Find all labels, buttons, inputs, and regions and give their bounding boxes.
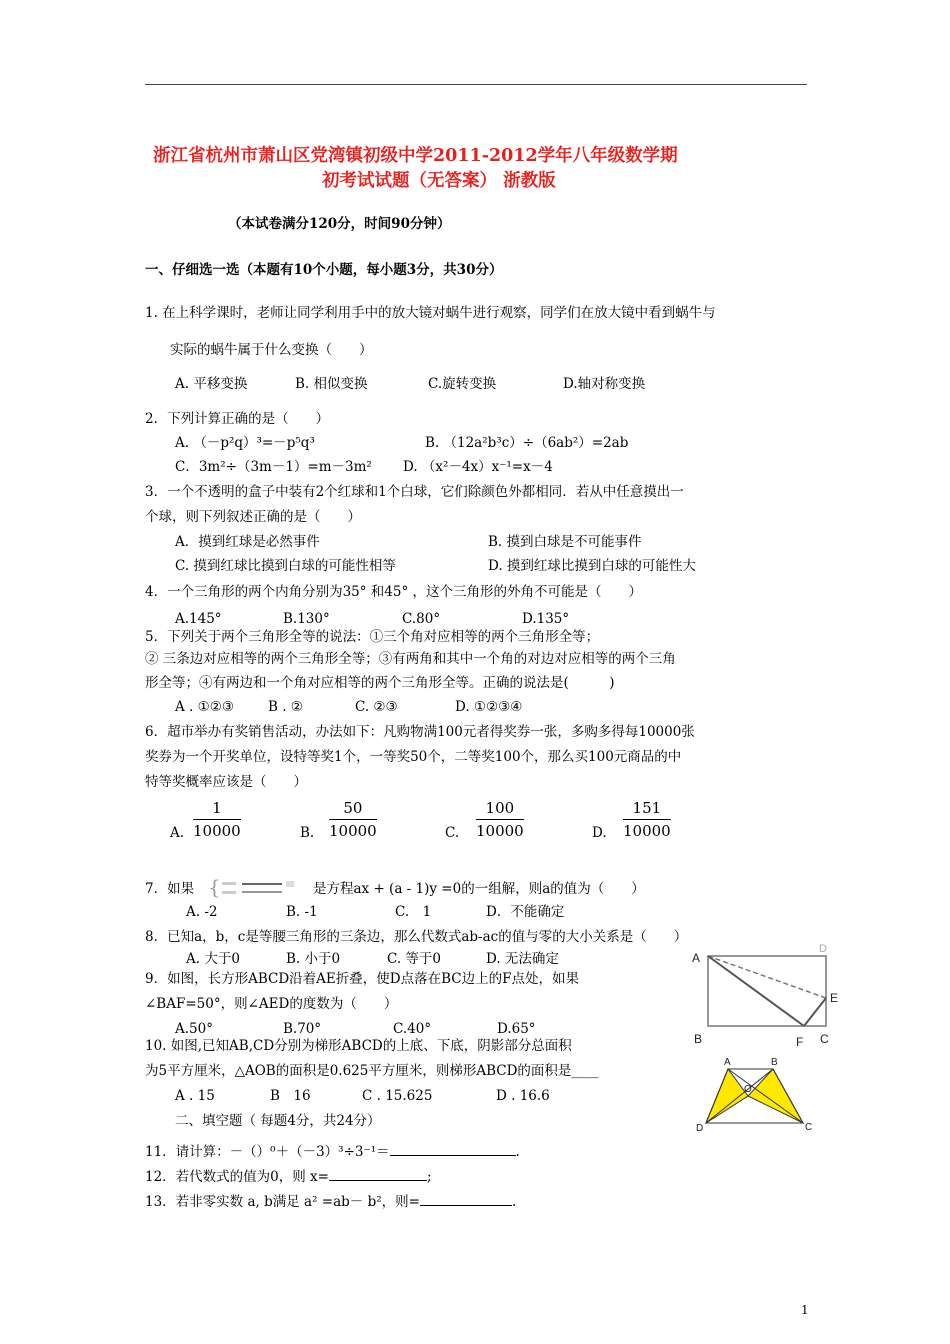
q10-label-b: B — [771, 1057, 778, 1068]
q1-option-c: C.旋转变换 — [428, 376, 497, 392]
q3-option-a: A．摸到红球是必然事件 — [175, 534, 320, 550]
q3-line-2: 个球，则下列叙述正确的是（ ） — [145, 509, 361, 525]
q12-stem: 12．若代数式的值为0，则 x= — [145, 1169, 329, 1185]
q6-option-a-fraction — [193, 799, 241, 840]
q13-answer-blank[interactable] — [420, 1193, 512, 1206]
q5-line-1: 5．下列关于两个三角形全等的说法：①三个角对应相等的两个三角形全等； — [145, 629, 600, 645]
q7-option-a: A. -2 — [186, 904, 218, 920]
title-line-1: 浙江省杭州市萧山区党湾镇初级中学2011-2012学年八年级数学期 — [153, 146, 678, 166]
q6-line-3: 特等奖概率应该是（ ） — [145, 774, 307, 790]
q12-line — [145, 1168, 432, 1185]
q4-option-a: A.145° — [175, 611, 222, 627]
q12-end: ; — [426, 1169, 432, 1185]
q8-option-d: D. 无法确定 — [486, 951, 559, 967]
q10-label-d: D — [696, 1123, 704, 1134]
q6-a-numerator: 1 — [193, 799, 241, 820]
q6-option-b-fraction — [329, 799, 377, 840]
q6-d-denominator: 10000 — [623, 822, 671, 840]
q7-option-c: C. 1 — [395, 904, 432, 920]
q5-line-2: ② 三条边对应相等的两个三角形全等；③有两角和其中一个角的对边对应相等的两个三角 — [145, 651, 676, 667]
q9-label-a: A — [692, 951, 701, 965]
q9-label-d: D — [819, 943, 827, 955]
q13-stem: 13．若非零实数 a, b满足 a² =ab－ b²，则= — [145, 1194, 420, 1210]
svg-text:{: { — [208, 876, 221, 899]
q4-stem: 4．一个三角形的两个内角分别为35° 和45° ，这个三角形的外角不可能是（ ） — [145, 584, 643, 600]
q10-option-c: C . 15.625 — [362, 1088, 433, 1104]
q13-end: . — [511, 1194, 517, 1210]
q11-end: . — [515, 1144, 520, 1160]
q6-c-numerator: 100 — [476, 799, 524, 820]
q7-system-placeholder-icon — [208, 876, 304, 900]
q4-option-c: C.80° — [402, 611, 441, 627]
q2-stem: 2．下列计算正确的是（ ） — [145, 411, 330, 427]
q5-option-d: D. ①②③④ — [455, 699, 523, 715]
q4-option-b: B.130° — [283, 611, 330, 627]
q6-line-2: 奖券为一个开奖单位，设特等奖1个，一等奖50个，二等奖100个，那么买100元商品的中 — [145, 749, 682, 765]
q5-option-b: B . ② — [268, 699, 303, 715]
q8-stem: 8．已知a，b，c是等腰三角形的三条边，那么代数式ab-ac的值与零的大小关系是（ ） — [145, 929, 688, 945]
q5-option-a: A . ①②③ — [175, 699, 234, 715]
q10-label-c: C — [805, 1122, 813, 1133]
q10-line-1: 10. 如图,已知AB,CD分别为梯形ABCD的上底、下底，阴影部分总面积 — [145, 1038, 572, 1054]
q3-option-d: D. 摸到红球比摸到白球的可能性大 — [488, 558, 696, 574]
q5-option-c: C. ②③ — [355, 699, 398, 715]
q4-option-d: D.135° — [522, 611, 570, 627]
q10-label-o: O — [744, 1084, 752, 1095]
q1-option-a: A. 平移变换 — [175, 376, 248, 392]
q1-option-b: B. 相似变换 — [295, 376, 368, 392]
q10-trapezoid-figure — [693, 1055, 823, 1135]
q9-option-d: D.65° — [497, 1021, 536, 1037]
q8-option-c: C. 等于0 — [387, 951, 442, 967]
q9-line-1: 9．如图，长方形ABCD沿着AE折叠，使D点落在BC边上的F点处，如果 — [145, 971, 579, 987]
q9-option-a: A.50° — [175, 1021, 213, 1037]
q10-option-a: A . 15 — [175, 1088, 215, 1104]
q2-option-a: A. （－p²q）³=－p⁵q³ — [175, 435, 315, 451]
q9-line-2: ∠BAF=50°，则∠AED的度数为（ ） — [145, 996, 398, 1012]
q7-option-d: D．不能确定 — [486, 904, 565, 920]
q1-line-2: 实际的蜗牛属于什么变换（ ） — [170, 342, 373, 358]
q6-option-c-fraction — [476, 799, 524, 840]
q10-option-d: D . 16.6 — [496, 1088, 550, 1104]
q2-option-c: C．3m²÷（3m－1）=m－3m² — [175, 459, 372, 475]
section-2-heading: 二、填空题（ 每题4分，共24分） — [175, 1113, 381, 1129]
q11-line — [145, 1143, 520, 1160]
q6-b-denominator: 10000 — [329, 822, 377, 840]
q6-line-1: 6．超市举办有奖销售活动，办法如下：凡购物满100元者得奖券一张，多购多得每10000张 — [145, 724, 695, 740]
q11-stem: 11．请计算：－（）⁰＋（－3）³÷3⁻¹＝ — [145, 1144, 390, 1160]
page-number: 1 — [801, 1303, 809, 1317]
q9-option-c: C.40° — [393, 1021, 432, 1037]
q7-stem-start: 7．如果 — [145, 881, 195, 897]
q11-answer-blank[interactable] — [390, 1143, 516, 1156]
q6-option-d-fraction — [623, 799, 671, 840]
q6-c-denominator: 10000 — [476, 822, 524, 840]
q6-option-b-letter: B. — [300, 825, 315, 841]
q3-line-1: 3．一个不透明的盒子中装有2个红球和1个白球，它们除颜色外都相同．若从中任意摸出一 — [145, 484, 684, 500]
q3-option-b: B. 摸到白球是不可能事件 — [488, 534, 642, 550]
q8-option-b: B. 小于0 — [286, 951, 341, 967]
q1-line-1: 1. 在上科学课时，老师让同学利用手中的放大镜对蜗牛进行观察，同学们在放大镜中看到蜗牛与 — [145, 305, 716, 321]
q6-option-d-letter: D. — [592, 825, 607, 841]
q7-stem-end: 是方程ax + (a - 1)y =0的一组解，则a的值为（ ） — [313, 881, 645, 897]
q6-option-c-letter: C. — [445, 825, 460, 841]
q10-line-2: 为5平方厘米，△AOB的面积是0.625平方厘米，则梯形ABCD的面积是____ — [145, 1063, 599, 1079]
q2-option-d: D. （x²－4x）x⁻¹=x－4 — [403, 459, 553, 475]
section-1-heading: 一、仔细选一选（本题有10个小题，每小题3分，共30分） — [145, 262, 503, 278]
q8-option-a: A. 大于0 — [186, 951, 240, 967]
q2-option-b: B. （12a²b³c）÷（6ab²）=2ab — [425, 435, 629, 451]
q9-rectangle-figure — [688, 942, 848, 1052]
q10-option-b: B 16 — [270, 1088, 311, 1104]
q9-option-b: B.70° — [283, 1021, 322, 1037]
q10-label-a: A — [724, 1057, 731, 1068]
q9-label-b: B — [694, 1032, 703, 1046]
q7-option-b: B. -1 — [286, 904, 318, 920]
exam-info: （本试卷满分120分，时间90分钟） — [228, 216, 451, 232]
q5-line-3: 形全等；④有两边和一个角对应相等的两个三角形全等。正确的说法是( ) — [145, 675, 615, 691]
q6-a-denominator: 10000 — [193, 822, 241, 840]
q3-option-c: C. 摸到红球比摸到白球的可能性相等 — [175, 558, 396, 574]
title-line-2: 初考试试题（无答案） 浙教版 — [322, 171, 556, 191]
q13-line — [145, 1193, 516, 1210]
q9-label-f: F — [796, 1035, 804, 1049]
q9-label-c: C — [820, 1032, 829, 1046]
q9-label-e: E — [830, 991, 839, 1005]
q12-answer-blank[interactable] — [329, 1168, 427, 1181]
header-rule — [145, 84, 807, 85]
q6-b-numerator: 50 — [329, 799, 377, 820]
q1-option-d: D.轴对称变换 — [563, 376, 646, 392]
q6-option-a-letter: A. — [170, 825, 185, 841]
q6-d-numerator: 151 — [623, 799, 671, 820]
